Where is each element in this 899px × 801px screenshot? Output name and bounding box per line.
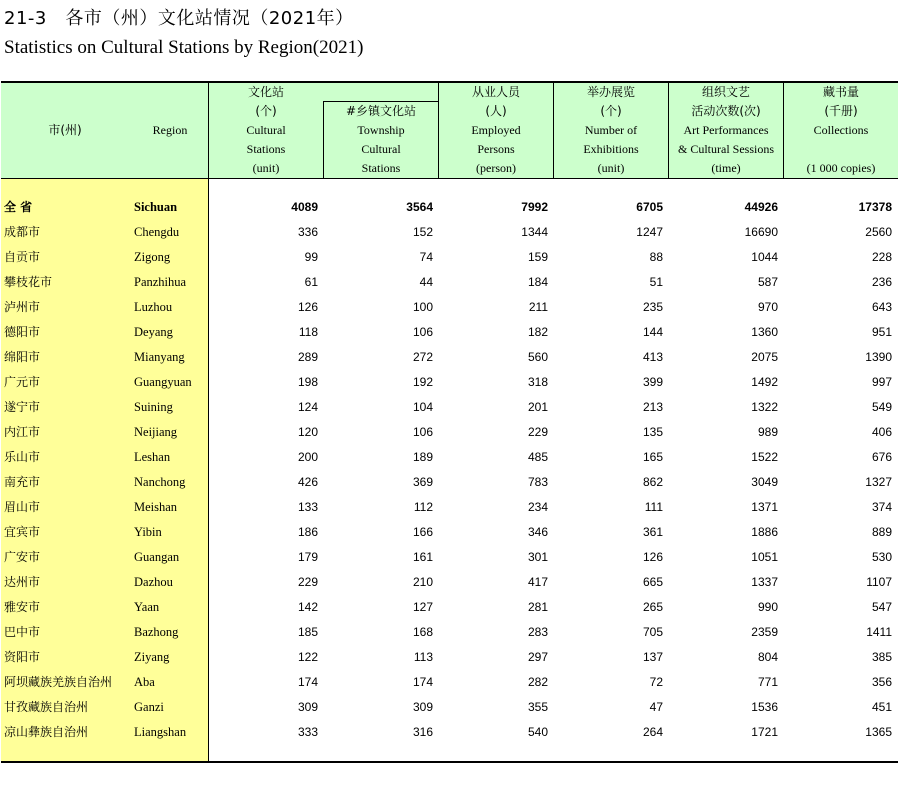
table-row <box>1 645 898 670</box>
region-name-cn: 甘孜藏族自治州 <box>4 700 89 714</box>
table-row <box>1 445 898 470</box>
region-name-cn: 南充市 <box>4 475 41 489</box>
value-cell: 369 <box>412 475 433 489</box>
value-cell: 122 <box>297 650 318 664</box>
value-cell: 426 <box>297 475 318 489</box>
value-cell: 152 <box>412 225 433 239</box>
value-cell: 1365 <box>865 725 892 739</box>
value-cell: 126 <box>297 300 318 314</box>
value-cell: 281 <box>527 600 548 614</box>
region-name-cn: 达州市 <box>4 575 41 589</box>
value-cell: 413 <box>642 350 663 364</box>
region-name-cn: 成都市 <box>4 225 41 239</box>
value-cell: 4089 <box>291 200 318 214</box>
value-cell: 3564 <box>406 200 433 214</box>
value-cell: 560 <box>527 350 548 364</box>
value-cell: 1721 <box>751 725 778 739</box>
value-cell: 549 <box>871 400 892 414</box>
value-cell: 186 <box>297 525 318 539</box>
value-cell: 587 <box>757 275 778 289</box>
value-cell: 135 <box>642 425 663 439</box>
region-name-en: Ziyang <box>134 650 170 664</box>
value-cell: 211 <box>528 300 548 314</box>
value-cell: 229 <box>527 425 548 439</box>
value-cell: 137 <box>642 650 663 664</box>
value-cell: 989 <box>757 425 778 439</box>
header-region-en: Region <box>152 123 188 137</box>
region-name-cn: 泸州市 <box>4 300 41 314</box>
region-name-en: Panzhihua <box>134 275 187 289</box>
value-cell: 234 <box>527 500 548 514</box>
value-cell: 201 <box>527 400 548 414</box>
value-cell: 676 <box>871 450 892 464</box>
region-name-cn: 攀枝花市 <box>4 275 53 289</box>
table-row <box>1 720 898 745</box>
value-cell: 336 <box>297 225 318 239</box>
value-cell: 1360 <box>751 325 778 339</box>
value-cell: 165 <box>642 450 663 464</box>
value-cell: 106 <box>412 425 433 439</box>
region-name-en: Zigong <box>134 250 171 264</box>
value-cell: 333 <box>297 725 318 739</box>
value-cell: 126 <box>642 550 663 564</box>
value-cell: 289 <box>297 350 318 364</box>
value-cell: 124 <box>297 400 318 414</box>
value-cell: 7992 <box>521 200 548 214</box>
value-cell: 1322 <box>751 400 778 414</box>
value-cell: 997 <box>871 375 892 389</box>
value-cell: 106 <box>412 325 433 339</box>
region-name-en: Ganzi <box>134 700 164 714</box>
region-name-en: Luzhou <box>134 300 173 314</box>
value-cell: 283 <box>527 625 548 639</box>
value-cell: 2075 <box>751 350 778 364</box>
value-cell: 1327 <box>865 475 892 489</box>
value-cell: 16690 <box>744 225 778 239</box>
value-cell: 783 <box>527 475 548 489</box>
region-name-en: Yaan <box>134 600 160 614</box>
table-title-en: Statistics on Cultural Stations by Region(2021) <box>4 37 364 58</box>
region-name-en: Yibin <box>134 525 162 539</box>
value-cell: 530 <box>871 550 892 564</box>
value-cell: 990 <box>757 600 778 614</box>
value-cell: 356 <box>871 675 892 689</box>
region-name-en: Chengdu <box>134 225 180 239</box>
region-name-cn: 乐山市 <box>4 450 41 464</box>
value-cell: 142 <box>297 600 318 614</box>
region-name-cn: 阿坝藏族羌族自治州 <box>4 675 113 689</box>
bottom-rule <box>1 761 898 763</box>
region-name-en: Liangshan <box>134 725 187 739</box>
value-cell: 210 <box>412 575 433 589</box>
region-name-en: Leshan <box>134 450 171 464</box>
header-city-cn: 市(州) <box>48 123 82 137</box>
region-name-en: Suining <box>134 400 173 414</box>
region-name-cn: 遂宁市 <box>4 400 41 414</box>
value-cell: 1522 <box>751 450 778 464</box>
value-cell: 17378 <box>858 200 892 214</box>
value-cell: 120 <box>297 425 318 439</box>
region-name-en: Neijiang <box>134 425 178 439</box>
value-cell: 272 <box>412 350 433 364</box>
value-cell: 547 <box>871 600 892 614</box>
region-name-cn: 广元市 <box>4 375 41 389</box>
region-name-en: Aba <box>134 675 155 689</box>
region-name-en: Guangan <box>134 550 180 564</box>
value-cell: 282 <box>527 675 548 689</box>
header-art-performances: 组织文艺 活动次数(次) Art Performances & Cultural Sessions (time) <box>677 85 774 175</box>
header-exhibitions: 举办展览 (个) Number of Exhibitions (unit) <box>583 85 639 175</box>
value-cell: 309 <box>297 700 318 714</box>
table-row <box>1 495 898 520</box>
value-cell: 198 <box>297 375 318 389</box>
table-row <box>1 245 898 270</box>
header-bottom-rule <box>1 178 898 179</box>
value-cell: 3049 <box>751 475 778 489</box>
value-cell: 184 <box>527 275 548 289</box>
value-cell: 182 <box>527 325 548 339</box>
region-name-en: Sichuan <box>134 200 178 214</box>
value-cell: 1536 <box>751 700 778 714</box>
value-cell: 236 <box>871 275 892 289</box>
value-cell: 6705 <box>636 200 663 214</box>
table-row <box>1 320 898 345</box>
value-cell: 118 <box>298 325 318 339</box>
value-cell: 665 <box>642 575 663 589</box>
value-cell: 111 <box>644 500 663 514</box>
value-cell: 88 <box>649 250 663 264</box>
value-cell: 61 <box>304 275 318 289</box>
value-cell: 451 <box>871 700 892 714</box>
value-cell: 318 <box>527 375 548 389</box>
table-row <box>1 570 898 595</box>
value-cell: 1411 <box>866 625 892 639</box>
value-cell: 705 <box>642 625 663 639</box>
value-cell: 229 <box>297 575 318 589</box>
value-cell: 213 <box>642 400 663 414</box>
table-row <box>1 345 898 370</box>
value-cell: 192 <box>412 375 433 389</box>
region-name-cn: 绵阳市 <box>4 350 41 364</box>
table-row <box>1 695 898 720</box>
value-cell: 1337 <box>751 575 778 589</box>
region-name-cn: 全 省 <box>4 200 33 214</box>
value-cell: 1044 <box>751 250 778 264</box>
value-cell: 540 <box>527 725 548 739</box>
table-row <box>1 295 898 320</box>
value-cell: 2359 <box>751 625 778 639</box>
value-cell: 47 <box>649 700 663 714</box>
table-row <box>1 270 898 295</box>
value-cell: 1247 <box>636 225 663 239</box>
value-cell: 771 <box>757 675 778 689</box>
value-cell: 168 <box>412 625 433 639</box>
table-row <box>1 370 898 395</box>
table-title-cn: 21-3 各市（州）文化站情况（2021年） <box>4 8 354 29</box>
region-name-en: Mianyang <box>134 350 185 364</box>
value-cell: 44 <box>419 275 433 289</box>
table-row <box>1 670 898 695</box>
region-name-en: Meishan <box>134 500 178 514</box>
value-cell: 144 <box>642 325 663 339</box>
value-cell: 74 <box>419 250 433 264</box>
region-name-cn: 凉山彝族自治州 <box>4 725 89 739</box>
value-cell: 385 <box>871 650 892 664</box>
value-cell: 104 <box>412 400 433 414</box>
region-name-en: Deyang <box>134 325 173 339</box>
value-cell: 643 <box>871 300 892 314</box>
value-cell: 174 <box>412 675 433 689</box>
value-cell: 970 <box>757 300 778 314</box>
value-cell: 112 <box>413 500 433 514</box>
value-cell: 399 <box>642 375 663 389</box>
region-name-en: Dazhou <box>134 575 173 589</box>
value-cell: 889 <box>871 525 892 539</box>
value-cell: 297 <box>527 650 548 664</box>
value-cell: 1492 <box>751 375 778 389</box>
region-name-cn: 资阳市 <box>4 650 41 664</box>
value-cell: 1344 <box>521 225 548 239</box>
header-township-stations: #乡镇文化站 Township Cultural Stations <box>345 104 417 175</box>
value-cell: 316 <box>412 725 433 739</box>
value-cell: 1051 <box>751 550 778 564</box>
table-row-total <box>1 195 898 220</box>
region-name-cn: 宜宾市 <box>4 525 41 539</box>
region-name-cn: 广安市 <box>4 550 41 564</box>
header-collections: 藏书量 (千册) Collections (1 000 copies) <box>806 85 876 175</box>
value-cell: 406 <box>871 425 892 439</box>
region-name-cn: 自贡市 <box>4 250 41 264</box>
value-cell: 862 <box>642 475 663 489</box>
value-cell: 485 <box>527 450 548 464</box>
value-cell: 951 <box>871 325 892 339</box>
region-name-cn: 眉山市 <box>4 500 41 514</box>
value-cell: 99 <box>304 250 318 264</box>
value-cell: 100 <box>412 300 433 314</box>
value-cell: 200 <box>297 450 318 464</box>
value-cell: 161 <box>412 550 433 564</box>
value-cell: 355 <box>527 700 548 714</box>
value-cell: 44926 <box>744 200 778 214</box>
value-cell: 72 <box>649 675 663 689</box>
region-name-cn: 内江市 <box>4 425 41 439</box>
value-cell: 51 <box>649 275 663 289</box>
region-name-cn: 雅安市 <box>4 600 41 614</box>
region-name-en: Bazhong <box>134 625 179 639</box>
value-cell: 804 <box>757 650 778 664</box>
table-row <box>1 595 898 620</box>
value-cell: 174 <box>297 675 318 689</box>
value-cell: 1371 <box>751 500 778 514</box>
value-cell: 309 <box>412 700 433 714</box>
value-cell: 159 <box>527 250 548 264</box>
value-cell: 374 <box>871 500 892 514</box>
table-row <box>1 420 898 445</box>
region-name-cn: 德阳市 <box>4 325 41 339</box>
value-cell: 417 <box>527 575 548 589</box>
table-row <box>1 545 898 570</box>
value-cell: 228 <box>871 250 892 264</box>
region-name-en: Nanchong <box>134 475 186 489</box>
value-cell: 361 <box>642 525 663 539</box>
region-name-en: Guangyuan <box>134 375 192 389</box>
value-cell: 179 <box>297 550 318 564</box>
value-cell: 1886 <box>751 525 778 539</box>
table-row <box>1 620 898 645</box>
table-row <box>1 520 898 545</box>
value-cell: 189 <box>412 450 433 464</box>
value-cell: 2560 <box>865 225 892 239</box>
value-cell: 166 <box>412 525 433 539</box>
table-row <box>1 470 898 495</box>
header-employed-persons: 从业人员 (人) Employed Persons (person) <box>471 85 521 175</box>
value-cell: 127 <box>412 600 433 614</box>
value-cell: 1390 <box>865 350 892 364</box>
table-row <box>1 220 898 245</box>
value-cell: 113 <box>413 650 433 664</box>
value-cell: 185 <box>297 625 318 639</box>
value-cell: 235 <box>642 300 663 314</box>
table-row <box>1 395 898 420</box>
value-cell: 346 <box>527 525 548 539</box>
value-cell: 133 <box>297 500 318 514</box>
value-cell: 265 <box>642 600 663 614</box>
region-name-cn: 巴中市 <box>4 625 41 639</box>
value-cell: 301 <box>527 550 548 564</box>
value-cell: 1107 <box>866 575 892 589</box>
value-cell: 264 <box>642 725 663 739</box>
header-cultural-stations: 文化站 (个) Cultural Stations (unit) <box>246 85 286 175</box>
